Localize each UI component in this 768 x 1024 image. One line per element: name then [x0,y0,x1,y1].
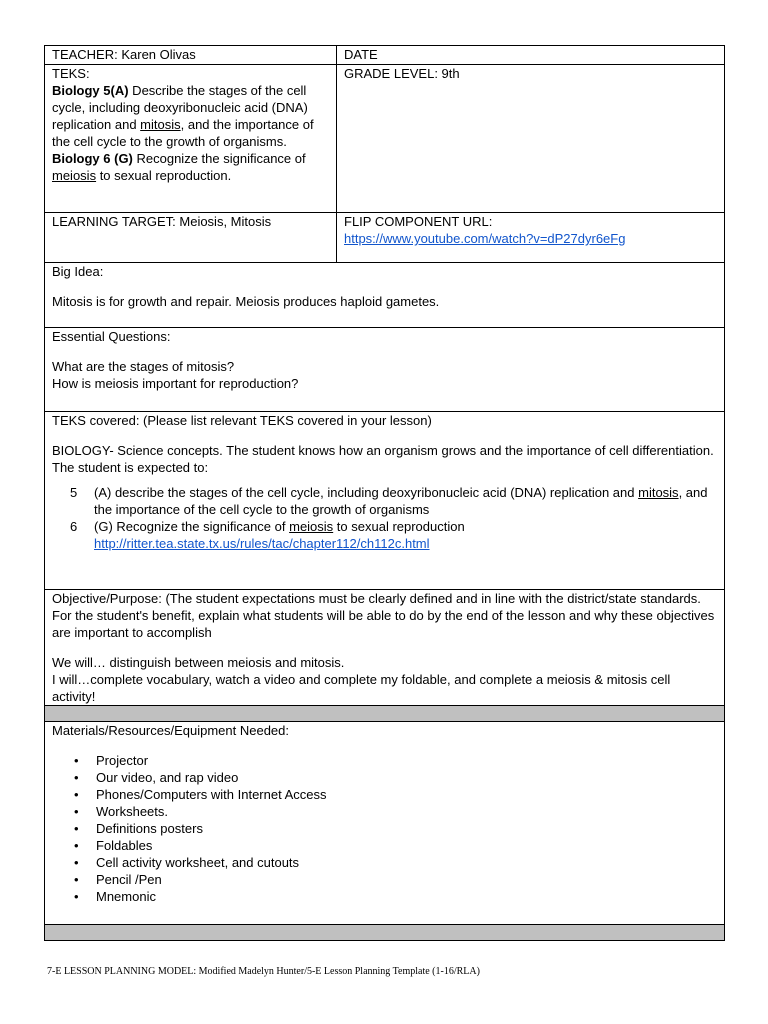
materials-item: • Definitions posters [52,820,717,837]
big-idea-label: Big Idea: [52,264,104,279]
meiosis-term: meiosis [52,168,97,183]
materials-item: • Pencil /Pen [52,871,717,888]
meiosis-term: meiosis [289,519,334,534]
big-idea-text: Mitosis is for growth and repair. Meiosis produces haploid gametes. [52,294,440,309]
biology-6g-text: Biology 6 (G) Recognize the significance of meiosis to sexual reproduction. [52,151,306,183]
materials-item: • Worksheets. [52,803,717,820]
essential-question-2: How is meiosis important for reproduction? [52,376,299,391]
materials-list [52,752,717,905]
materials-item: • Projector [52,752,717,769]
lesson-plan-table [44,45,725,941]
objective-cell [45,590,725,706]
biology-6g-heading: Biology 6 (G) [52,151,133,166]
i-will-text: I will…complete vocabulary, watch a video and complete my foldable, and complete a meiosis & mitosis cell activity! [52,672,671,704]
document-footer: 7-E LESSON PLANNING MODEL: Modified Madelyn Hunter/5-E Lesson Planning Template (1-16/RLA) [47,966,480,977]
grade-level-cell: GRADE LEVEL: 9th [337,65,725,213]
teks-list [52,484,717,552]
teks-covered-concept: BIOLOGY- Science concepts. The student knows how an organism grows and the importance of cell differentiation. The student is expected to: [52,443,714,475]
biology-5a-text: Biology 5(A) Describe the stages of the cell cycle, including deoxyribonucleic acid (DNA) replication and mitosis, and the importance of the cell cycle to the growth of organisms. [52,83,314,149]
learning-target-cell: LEARNING TARGET: Meiosis, Mitosis [45,213,337,263]
teks-covered-label: TEKS covered: (Please list relevant TEKS covered in your lesson) [52,413,432,428]
flip-component-link[interactable]: https://www.youtube.com/watch?v=dP27dyr6eFg [344,231,626,246]
materials-item: • Phones/Computers with Internet Access [52,786,717,803]
materials-item: • Our video, and rap video [52,769,717,786]
teks-covered-cell [45,412,725,590]
teks-item-6: 6 (G) Recognize the significance of meiosis to sexual reproduction http://ritter.tea.state.tx.us/rules/tac/chapter112/ch112c.html [70,519,465,551]
gray-divider-band [45,706,725,722]
flip-component-cell [337,213,725,263]
mitosis-term: mitosis [638,485,679,500]
materials-label: Materials/Resources/Equipment Needed: [52,723,290,738]
essential-questions-label: Essential Questions: [52,329,171,344]
materials-item: • Foldables [52,837,717,854]
we-will-text: We will… distinguish between meiosis and mitosis. [52,655,345,670]
objective-purpose-text: Objective/Purpose: (The student expectations must be clearly defined and in line with the district/state standards. For the student's benefit, explain what students will be able to do by the end of the lesson and why these objectives are important to accomplish [52,591,715,640]
gray-footer-band [45,925,725,941]
big-idea-cell [45,263,725,328]
teks-reference-link[interactable]: http://ritter.tea.state.tx.us/rules/tac/chapter112/ch112c.html [94,536,430,551]
teks-item-5: 5 (A) describe the stages of the cell cycle, including deoxyribonucleic acid (DNA) replication and mitosis, and the importance of the cell cycle to the growth of organisms [70,485,708,517]
materials-item: • Cell activity worksheet, and cutouts [52,854,717,871]
materials-item: • Mnemonic [52,888,717,905]
teks-label: TEKS: [52,66,90,81]
teks-cell [45,65,337,213]
essential-questions-cell [45,328,725,412]
mitosis-term: mitosis [140,117,181,132]
flip-component-label: FLIP COMPONENT URL: [344,214,493,229]
essential-question-1: What are the stages of mitosis? [52,359,235,374]
biology-5a-heading: Biology 5(A) [52,83,129,98]
date-cell: DATE [337,46,725,65]
materials-cell [45,722,725,925]
teacher-cell: TEACHER: Karen Olivas [45,46,337,65]
